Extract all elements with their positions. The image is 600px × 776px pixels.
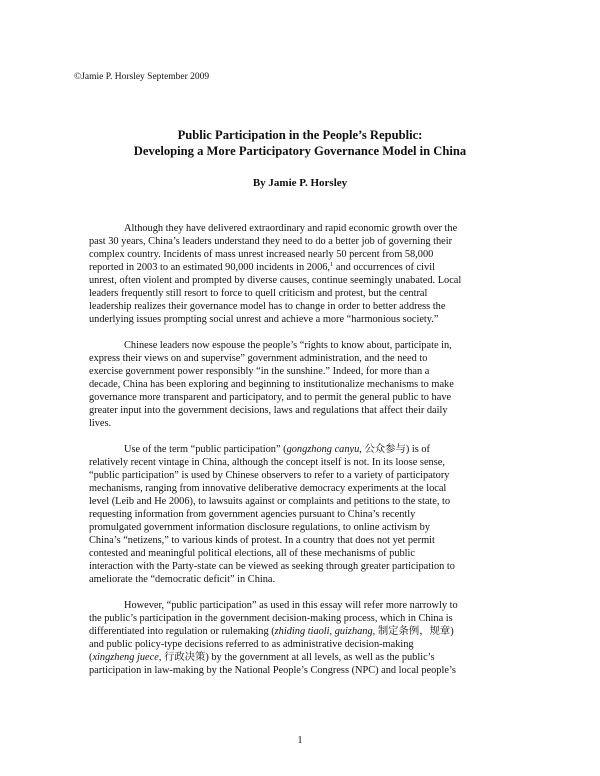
text-line: express their views on and supervise” government administration, and the need to	[89, 353, 428, 364]
paragraph-4	[89, 599, 519, 677]
text-line: ameliorate the “democratic deficit” in China.	[89, 574, 276, 585]
text-line	[89, 625, 519, 638]
text-line: However, “public participation” as used in this essay will refer more narrowly to	[124, 600, 458, 611]
text-line: leadership realizes their governance model has to change in order to better address the	[89, 301, 446, 312]
text-line: China’s “netizens,” to various kinds of protest. In a country that does not yet permit	[89, 535, 435, 546]
title-line-1: Public Participation in the People’s Republic:	[177, 128, 423, 142]
text-line: Although they have delivered extraordinary and rapid economic growth over the	[124, 223, 458, 234]
text-span: differentiated into regulation or rulemaking (	[89, 626, 275, 637]
text-line	[89, 443, 519, 456]
text-line: participation in law-making by the National People’s Congress (NPC) and local people’s	[89, 665, 456, 676]
text-line	[89, 261, 519, 274]
title-line-2: Developing a More Participatory Governance Model in China	[133, 144, 467, 158]
text-span: reported in 2003 to an estimated 90,000 incidents in 2006,	[89, 262, 331, 273]
text-line: complex country. Incidents of mass unrest increased nearly 50 percent from 58,000	[89, 249, 434, 260]
text-span: Use of the term “public participation” (	[124, 444, 287, 455]
paragraph-2	[89, 339, 519, 430]
text-line: mechanisms, ranging from innovative deliberative democracy experiments at the local	[89, 483, 447, 494]
text-line: greater input into the government decisions, laws and regulations that affect their daily	[89, 405, 448, 416]
text-line: promulgated government information disclosure regulations, to online activism by	[89, 522, 430, 533]
text-line: governance more transparent and participatory, and to permit the general public to have	[89, 392, 452, 403]
italic-term: zhiding tiaoli, guizhang	[274, 626, 373, 637]
text-line	[89, 651, 519, 664]
text-line: contested and meaningful political elections, all of these mechanisms of public	[89, 548, 416, 559]
text-line: requesting information from government agencies pursuant to China’s recently	[89, 509, 416, 520]
text-line: “public participation” is used by Chinese observers to refer to a variety of participatory	[89, 470, 450, 481]
text-span: and occurrences of civil	[333, 262, 435, 273]
copyright-notice: ©Jamie P. Horsley September 2009	[74, 72, 210, 82]
text-span: , 制定条例，规章)	[372, 626, 454, 637]
text-line: past 30 years, China’s leaders understand they need to do a better job of governing their	[89, 236, 453, 247]
text-line: Chinese leaders now espouse the people’s “rights to know about, participate in,	[124, 340, 452, 351]
page-number: 1	[297, 735, 303, 746]
text-span: (	[89, 652, 93, 663]
text-line: level (Leib and He 2006), to lawsuits against or complaints and petitions to the state, to	[89, 496, 451, 507]
italic-term: xingzheng juece	[92, 652, 159, 663]
italic-term: gongzhong canyu	[286, 444, 360, 455]
text-line: and public policy-type decisions referred to as administrative decision-making	[89, 639, 414, 650]
text-span: , 公众参与) is of	[359, 444, 430, 455]
paragraph-1	[89, 222, 519, 326]
text-line: lives.	[89, 418, 112, 429]
text-line: interaction with the Party-state can be viewed as seeking through greater participation to	[89, 561, 455, 572]
text-line: unrest, often violent and prompted by diverse causes, continue seemingly unabated. Local	[89, 275, 462, 286]
body-text	[89, 222, 519, 690]
text-line: the public’s participation in the government decision-making process, which in China is	[89, 613, 453, 624]
text-line: underlying issues prompting social unrest and achieve a more “harmonious society.”	[89, 314, 439, 325]
text-line: exercise government power responsibly “in the sunshine.” Indeed, for more than a	[89, 366, 430, 377]
text-line: relatively recent vintage in China, although the concept itself is not. In its loose sense,	[89, 457, 445, 468]
paper-title	[0, 127, 600, 159]
author-byline: By Jamie P. Horsley	[252, 177, 348, 189]
text-line: decade, China has been exploring and beginning to institutionalize mechanisms to make	[89, 379, 454, 390]
text-span: , 行政决策) by the government at all levels, as well as the public’s	[158, 652, 435, 663]
text-line: leaders frequently still resort to force to quell criticism and protest, but the central	[89, 288, 428, 299]
footnote-marker[interactable]: 1	[330, 261, 334, 268]
paragraph-3	[89, 443, 519, 586]
